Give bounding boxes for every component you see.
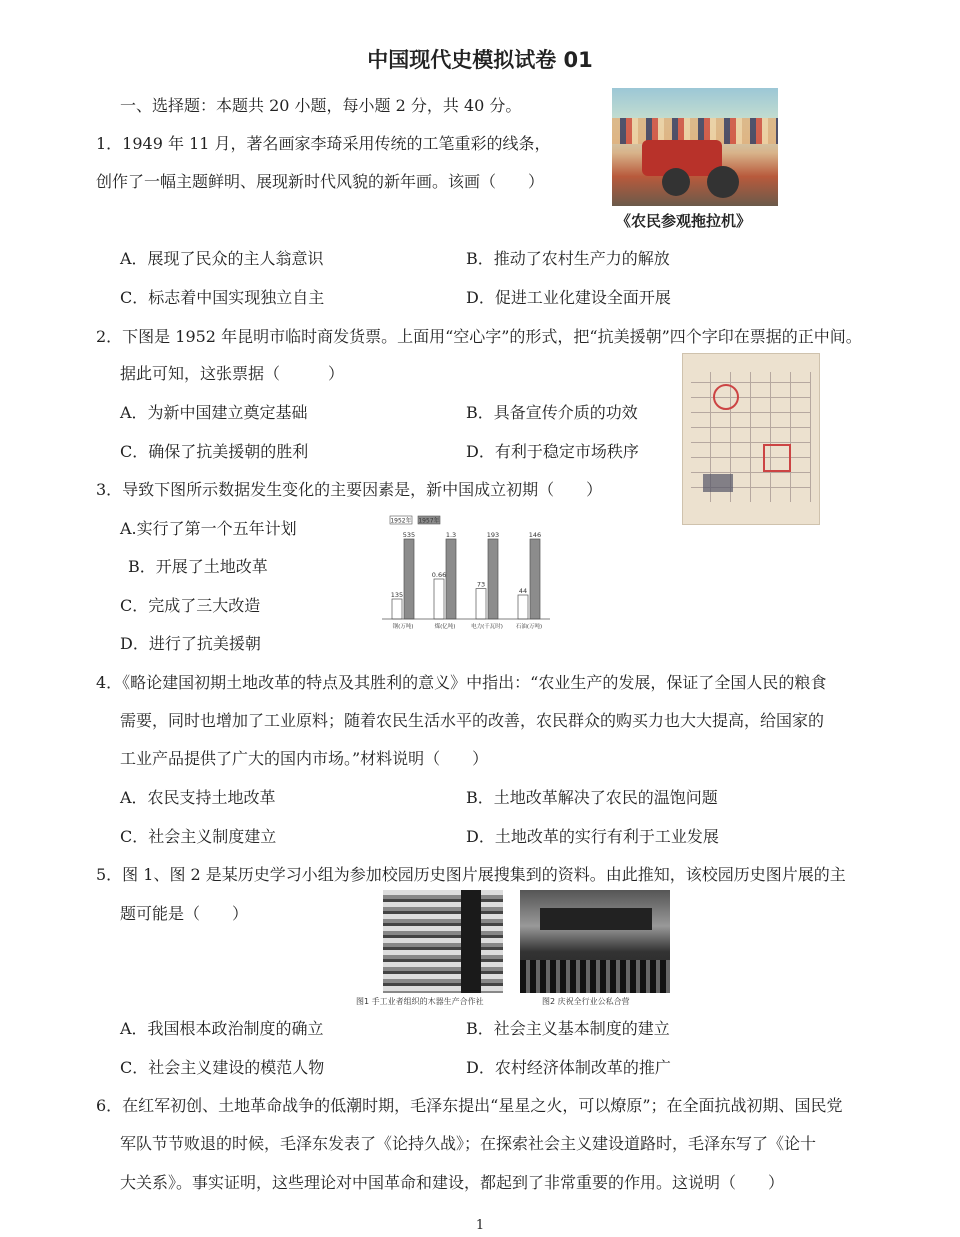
tractor-painting-image bbox=[612, 88, 778, 206]
q4-stem-line1: 4．《略论建国初期土地改革的特点及其胜利的意义》中指出：“农业生产的发展，保证了全国人民的粮食 bbox=[96, 673, 827, 692]
q4-option-c[interactable]: C．社会主义制度建立 bbox=[120, 827, 277, 846]
q4-option-a[interactable]: A．农民支持土地改革 bbox=[120, 788, 276, 807]
bar-value-label-1-0: 0.66 bbox=[431, 571, 447, 579]
bar-value-label-3-1: 146 bbox=[528, 531, 542, 539]
bar-1-1 bbox=[446, 539, 456, 619]
x-tick-label-1: 煤(亿吨) bbox=[434, 624, 456, 630]
bar-value-label-2-1: 193 bbox=[486, 531, 500, 539]
q5-option-d[interactable]: D．农村经济体制改革的推广 bbox=[466, 1058, 671, 1077]
q4-stem-line2: 需要，同时也增加了工业原料；随着农民生活水平的改善，农民群众的购买力也大大提高，给国家的 bbox=[120, 711, 825, 730]
q5-stem-line2: 题可能是（ ） bbox=[120, 904, 249, 923]
q4-stem-line3: 工业产品提供了广大的国内市场。”材料说明（ ） bbox=[120, 749, 489, 768]
q2-stem-line2: 据此可知，这张票据（ ） bbox=[120, 364, 345, 383]
photo1-caption: 图1 手工业者组织的木器生产合作社 bbox=[356, 997, 484, 1006]
bar-1-0 bbox=[434, 579, 444, 619]
x-tick-label-2: 电力(千瓦时) bbox=[471, 624, 503, 630]
q1-stem-line1: 1．1949 年 11 月，著名画家李琦采用传统的工笔重彩的线条， bbox=[96, 134, 551, 153]
q3-stem-line1: 3．导致下图所示数据发生变化的主要因素是，新中国成立初期（ ） bbox=[96, 480, 603, 499]
q2-option-a[interactable]: A．为新中国建立奠定基础 bbox=[120, 403, 308, 422]
q5-option-c[interactable]: C．社会主义建设的模范人物 bbox=[120, 1058, 325, 1077]
x-tick-label-0: 钢(万吨) bbox=[392, 624, 414, 630]
production-bar-chart bbox=[380, 512, 552, 634]
x-tick-label-3: 石油(万吨) bbox=[515, 624, 543, 630]
q3-option-a[interactable]: A.实行了第一个五年计划 bbox=[120, 519, 297, 538]
q6-stem-line3: 大关系》。事实证明，这些理论对中国革命和建设，都起到了非常重要的作用。这说明（ ） bbox=[120, 1173, 785, 1192]
bar-3-0 bbox=[518, 595, 528, 619]
public-private-celebration-photo bbox=[520, 890, 670, 993]
q1-option-b[interactable]: B．推动了农村生产力的解放 bbox=[466, 249, 670, 268]
bar-2-0 bbox=[476, 589, 486, 619]
woodwork-cooperative-photo bbox=[383, 890, 503, 993]
bar-value-label-3-0: 44 bbox=[518, 587, 528, 595]
q1-stem-line2: 创作了一幅主题鲜明、展现新时代风貌的新年画。该画（ ） bbox=[96, 172, 545, 191]
q6-stem-line1: 6．在红军初创、土地革命战争的低潮时期，毛泽东提出“星星之火，可以燎原”；在全面抗战初期、国民党 bbox=[96, 1096, 843, 1115]
legend-label-0: 1952年 bbox=[390, 517, 412, 525]
q2-option-d[interactable]: D．有利于稳定市场秩序 bbox=[466, 442, 639, 461]
receipt-image bbox=[682, 353, 820, 525]
bar-3-1 bbox=[530, 539, 540, 619]
q3-option-b[interactable]: B．开展了土地改革 bbox=[128, 557, 268, 576]
q5-option-a[interactable]: A．我国根本政治制度的确立 bbox=[120, 1019, 324, 1038]
q1-option-d[interactable]: D．促进工业化建设全面开展 bbox=[466, 288, 671, 307]
q2-option-c[interactable]: C．确保了抗美援朝的胜利 bbox=[120, 442, 309, 461]
bar-value-label-0-1: 535 bbox=[402, 531, 416, 539]
q2-option-b[interactable]: B．具备宣传介质的功效 bbox=[466, 403, 638, 422]
q5-option-b[interactable]: B．社会主义基本制度的建立 bbox=[466, 1019, 670, 1038]
tractor-painting-caption: 《农民参观拖拉机》 bbox=[616, 212, 752, 230]
q3-option-c[interactable]: C．完成了三大改造 bbox=[120, 596, 261, 615]
page-title: 中国现代史模拟试卷 01 bbox=[367, 48, 593, 72]
page-number: 1 bbox=[475, 1218, 485, 1233]
bar-0-1 bbox=[404, 539, 414, 619]
bar-0-0 bbox=[392, 599, 402, 619]
q1-option-c[interactable]: C．标志着中国实现独立自主 bbox=[120, 288, 325, 307]
q4-option-d[interactable]: D．土地改革的实行有利于工业发展 bbox=[466, 827, 719, 846]
q1-option-a[interactable]: A．展现了民众的主人翁意识 bbox=[120, 249, 324, 268]
q6-stem-line2: 军队节节败退的时候，毛泽东发表了《论持久战》；在探索社会主义建设道路时，毛泽东写了《论十 bbox=[120, 1134, 817, 1153]
q4-option-b[interactable]: B．土地改革解决了农民的温饱问题 bbox=[466, 788, 718, 807]
bar-2-1 bbox=[488, 539, 498, 619]
q2-stem-line1: 2．下图是 1952 年昆明市临时商发货票。上面用“空心字”的形式，把“抗美援朝”四个字印在票据的正中间。 bbox=[96, 327, 862, 346]
bar-value-label-0-0: 135 bbox=[390, 591, 404, 599]
bar-value-label-1-1: 1.3 bbox=[445, 531, 457, 539]
legend-label-1: 1957年 bbox=[418, 517, 440, 525]
section-heading: 一、选择题：本题共 20 小题，每小题 2 分，共 40 分。 bbox=[120, 96, 522, 115]
bar-value-label-2-0: 73 bbox=[476, 580, 486, 589]
q5-stem-line1: 5．图 1、图 2 是某历史学习小组为参加校园历史图片展搜集到的资料。由此推知，该校园历史图片展的主 bbox=[96, 865, 846, 884]
photo2-caption: 图2 庆祝全行业公私合营 bbox=[542, 997, 630, 1006]
q3-option-d[interactable]: D．进行了抗美援朝 bbox=[120, 634, 261, 653]
